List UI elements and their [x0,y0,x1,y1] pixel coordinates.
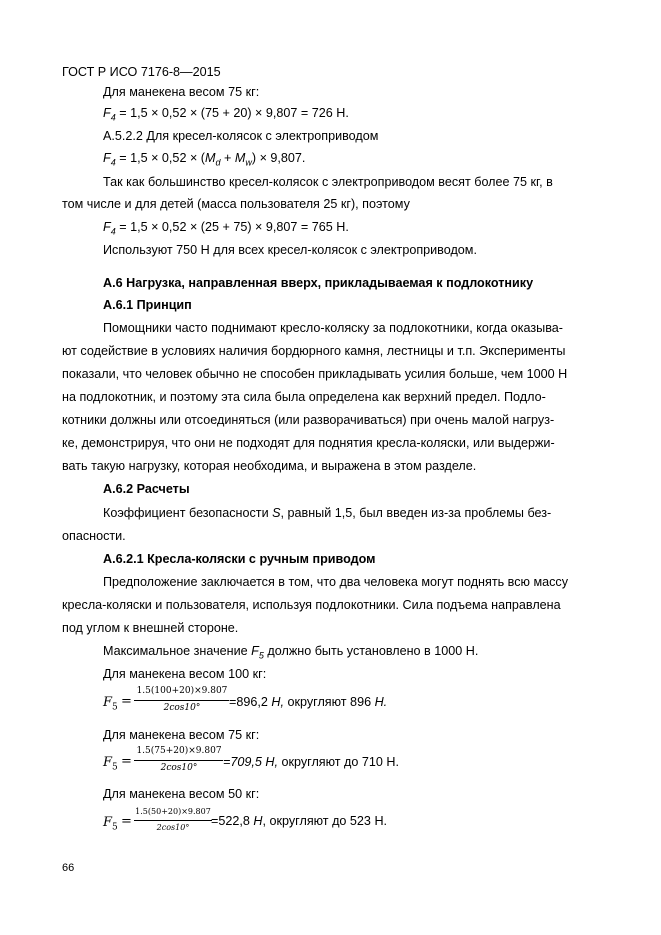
subsection-heading: А.6.1 Принцип [103,298,192,312]
paragraph-line: Помощники часто поднимают кресло-коляску за подлокотники, когда оказыва- [103,321,563,335]
text-line: Для манекена весом 50 кг: [103,787,260,801]
paragraph-line: котники должны или отсоединяться (или разворачиваться) при очень малой нагруз- [62,413,555,427]
paragraph-line: опасности. [62,529,126,543]
paragraph-line: ке, демонстрируя, что они не подходят для поднятия кресла-коляски, или выдержи- [62,436,555,450]
formula-f4-children: $F_4 = 1,5 \times 0,52 \times (25 + 75) \times 9,807 = 765$ Н. [103,220,349,237]
formula-result-75kg: =709,5 Н, округляют до 710 Н. [223,755,400,769]
paragraph-line: Коэффициент безопасности S, равный 1,5, был введен из-за проблемы без- [103,506,552,520]
formula-f4-manual: $F_4 = 1,5 \times 0,52 \times (75 + 20) \times 9,807 = 726$ Н. [103,106,349,123]
formula-result-50kg: =522,8 Н, округляют до 523 Н. [211,814,388,828]
text-line: Для манекена весом 75 кг: [103,728,260,742]
paragraph-line: на подлокотник, и поэтому эта сила была определена как верхний предел. Подло- [62,390,546,404]
text-line: Так как большинство кресел-колясок с электроприводом весят более 75 кг, в [103,175,553,189]
fraction-formula-75kg: $F_5$ = 1.5(75+20)×9.807 2cos10° [103,746,222,773]
text-line: Для манекена весом 100 кг: [103,667,267,681]
section-heading: А.6 Нагрузка, направленная вверх, прикладываемая к подлокотнику [103,276,534,290]
fraction-formula-100kg: $F_5$ = 1.5(100+20)×9.807 2cos10° [103,686,228,713]
text-line: Для манекена весом 75 кг: [103,85,260,99]
fraction-formula-50kg: $F_5$ = 1.5(50+20)×9.807 2cos10° [103,807,211,833]
text-line: А.5.2.2 Для кресел-колясок с электроприводом [103,129,379,143]
formula-f4-electric: $F_4 = 1,5 \times 0,52 \times (M_d + M_w) \times 9,807$. [103,151,306,168]
paragraph-line: вать такую нагрузку, которая необходима, и выражена в этом разделе. [62,459,477,473]
paragraph-line: Максимальное значение $F_5$ должно быть установлено в 1000 Н. [103,644,479,661]
paragraph-line: под углом к внешней стороне. [62,621,239,635]
page-number: 66 [62,862,75,874]
subsection-heading: А.6.2 Расчеты [103,482,190,496]
paragraph-line: ют содействие в условиях наличия бордюрного камня, лестницы и т.п. Эксперименты [62,344,566,358]
subsection-heading: А.6.2.1 Кресла-коляски с ручным приводом [103,552,376,566]
paragraph-line: кресла-коляски и пользователя, используя подлокотники. Сила подъема направлена [62,598,561,612]
document-header: ГОСТ Р ИСО 7176-8—2015 [62,65,221,79]
text-line: Используют 750 Н для всех кресел-колясок с электроприводом. [103,243,477,257]
formula-result-100kg: =896,2 Н, округляют 896 Н. [229,695,388,709]
paragraph-line: показали, что человек обычно не способен прикладывать усилия больше, чем 1000 Н [62,367,568,381]
text-line: том числе и для детей (масса пользователя 25 кг), поэтому [62,197,410,211]
paragraph-line: Предположение заключается в том, что два человека могут поднять всю массу [103,575,569,589]
